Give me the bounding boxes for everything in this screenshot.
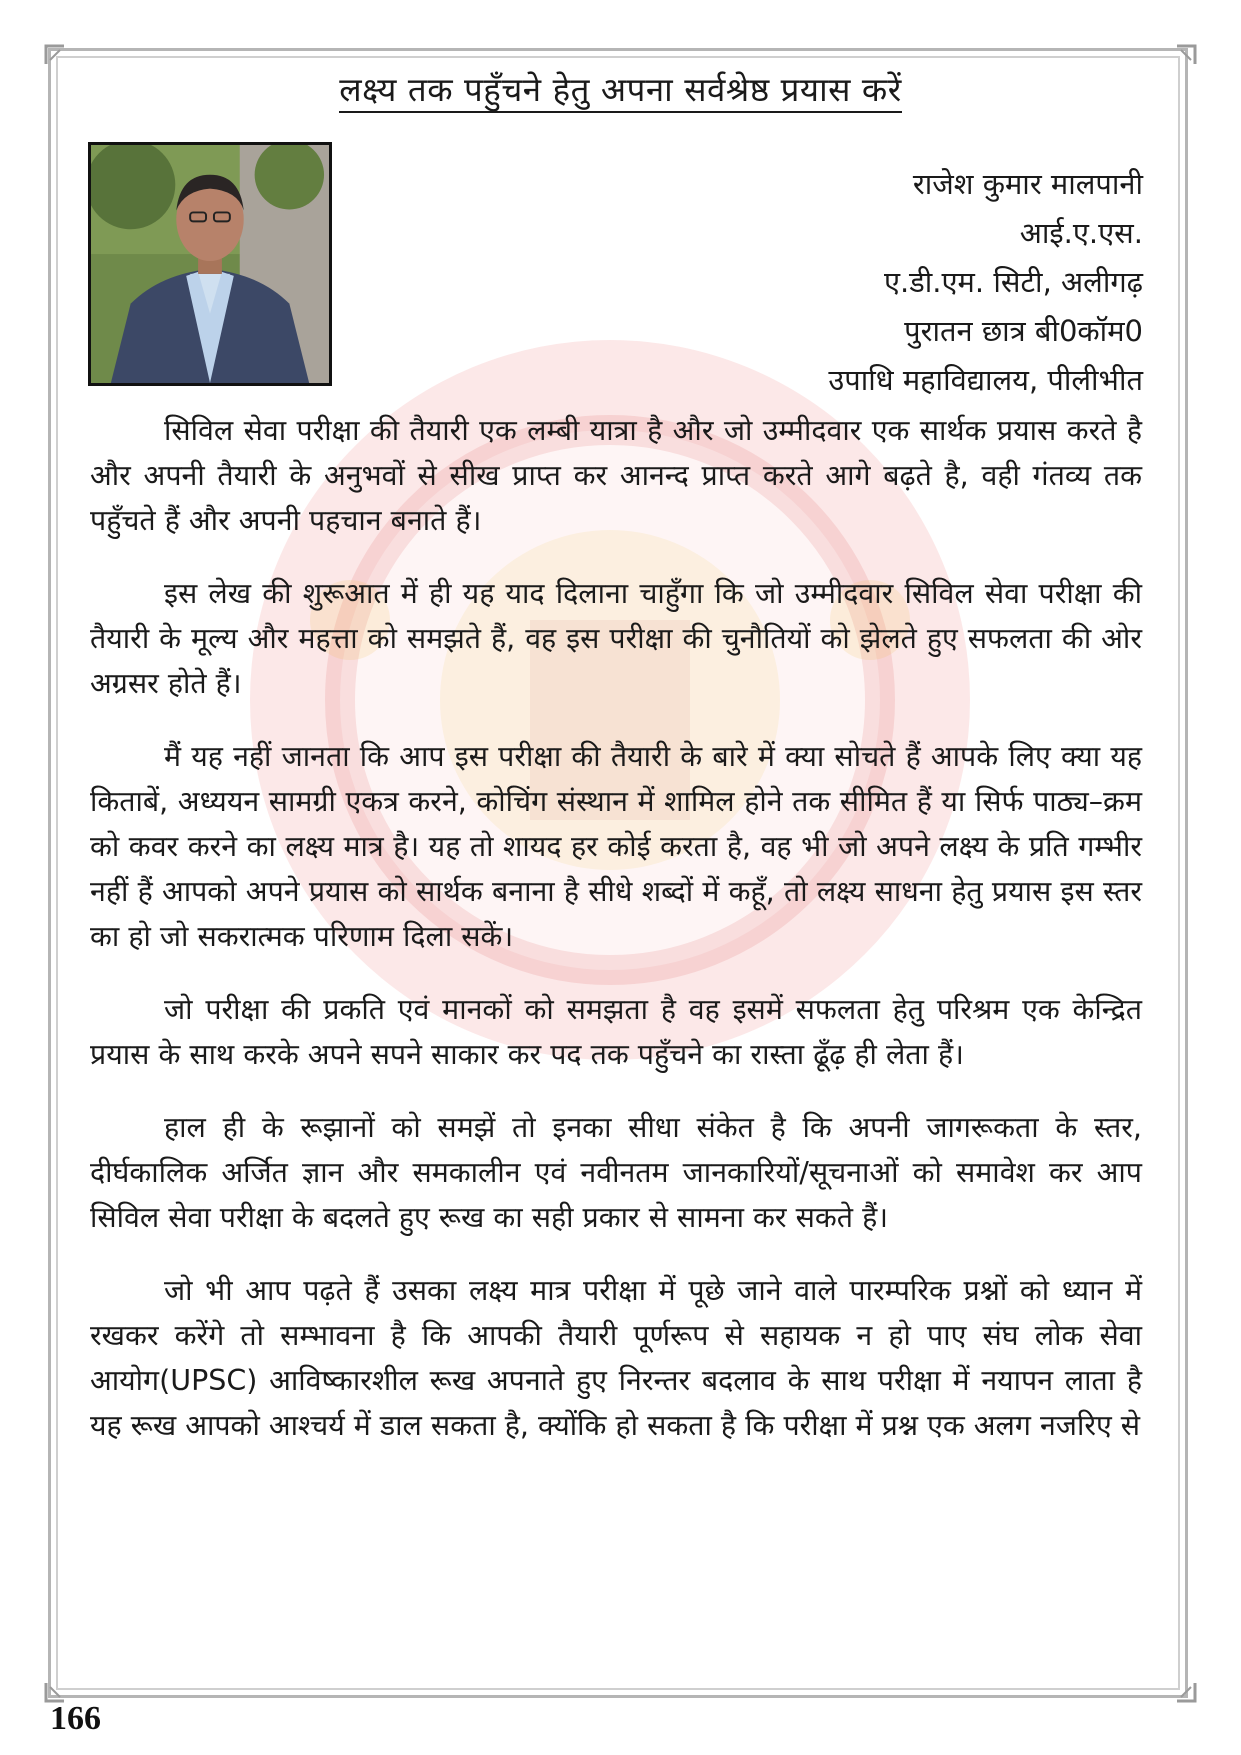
article-title-text: लक्ष्य तक पहुँचने हेतु अपना सर्वश्रेष्ठ प्रयास करें	[339, 70, 902, 113]
paragraph: जो भी आप पढ़ते हैं उसका लक्ष्य मात्र परीक्षा में पूछे जाने वाले पारम्परिक प्रश्नों को ध्यान में रखकर करेंगे तो सम्भावना है कि आपकी तैयारी पूर्णरूप से सहायक न हो पाए संघ लोक सेवा आयोग(UPSC) आविष्कारशील रूख अपनाते हुए निरन्तर बदलाव के साथ परीक्षा में नयापन लाता है यह रूख आपको आश्चर्य में डाल सकता है, क्योंकि हो सकता है कि परीक्षा में प्रश्न एक अलग नजरिए से	[90, 1274, 1142, 1442]
paragraph: सिविल सेवा परीक्षा की तैयारी एक लम्बी यात्रा है और जो उम्मीदवार एक सार्थक प्रयास करते है और अपनी तैयारी के अनुभवों से सीख प्राप्त कर आनन्द प्राप्त करते आगे बढ़ते है, वही गंतव्य तक पहुँचते हैं और अपनी पहचान बनाते हैं।	[90, 414, 1142, 537]
corner-ornament-icon	[44, 44, 66, 66]
corner-ornament-icon	[1175, 44, 1197, 66]
page-number: 166	[50, 1700, 101, 1737]
corner-ornament-icon	[1175, 1681, 1197, 1703]
article-title	[0, 66, 1241, 111]
paragraph: हाल ही के रूझानों को समझें तो इनका सीधा संकेत है कि अपनी जागरूकता के स्तर, दीर्घकालिक अर्जित ज्ञान और समकालीन एवं नवीनतम जानकारियों/सूचनाओं को समावेश कर आप सिविल सेवा परीक्षा के बदलते हुए रूख का सही प्रकार से सामना कर सकते हैं।	[90, 1111, 1142, 1234]
author-college: उपाधि महाविद्यालय, पीलीभीत	[828, 363, 1143, 397]
author-alumni: पुरातन छात्र बी0कॉम0	[904, 314, 1143, 348]
author-post: ए.डी.एम. सिटी, अलीगढ़	[884, 265, 1143, 299]
paragraph: इस लेख की शुरूआत में ही यह याद दिलाना चाहुँगा कि जो उम्मीदवार सिविल सेवा परीक्षा की तैयारी के मूल्य और महत्ता को समझते हैं, वह इस परीक्षा की चुनौतियों को झेलते हुए सफलता की ओर अग्रसर होते हैं।	[90, 577, 1142, 700]
author-block	[828, 160, 1143, 405]
paragraph: मैं यह नहीं जानता कि आप इस परीक्षा की तैयारी के बारे में क्या सोचते हैं आपके लिए क्या यह किताबें, अध्ययन सामग्री एकत्र करने, कोचिंग संस्थान में शामिल होने तक सीमित हैं या सिर्फ पाठ्य–क्रम को कवर करने का लक्ष्य मात्र है। यह तो शायद हर कोई करता है, वह भी जो अपने लक्ष्य के प्रति गम्भीर नहीं हैं आपको अपने प्रयास को सार्थक बनाना है सीधे शब्दों में कहूँ, तो लक्ष्य साधना हेतु प्रयास इस स्तर का हो जो सकरात्मक परिणाम दिला सकें।	[90, 740, 1142, 953]
author-photo	[88, 142, 332, 386]
article-body	[90, 408, 1142, 1476]
author-name: राजेश कुमार मालपानी	[912, 167, 1143, 201]
paragraph: जो परीक्षा की प्रकति एवं मानकों को समझता है वह इसमें सफलता हेतु परिश्रम एक केन्द्रित प्रयास के साथ करके अपने सपने साकार कर पद तक पहुँचने का रास्ता ढूँढ़ ही लेता हैं।	[90, 993, 1142, 1071]
author-service: आई.ए.एस.	[1019, 216, 1143, 250]
author-portrait-icon	[91, 145, 329, 383]
